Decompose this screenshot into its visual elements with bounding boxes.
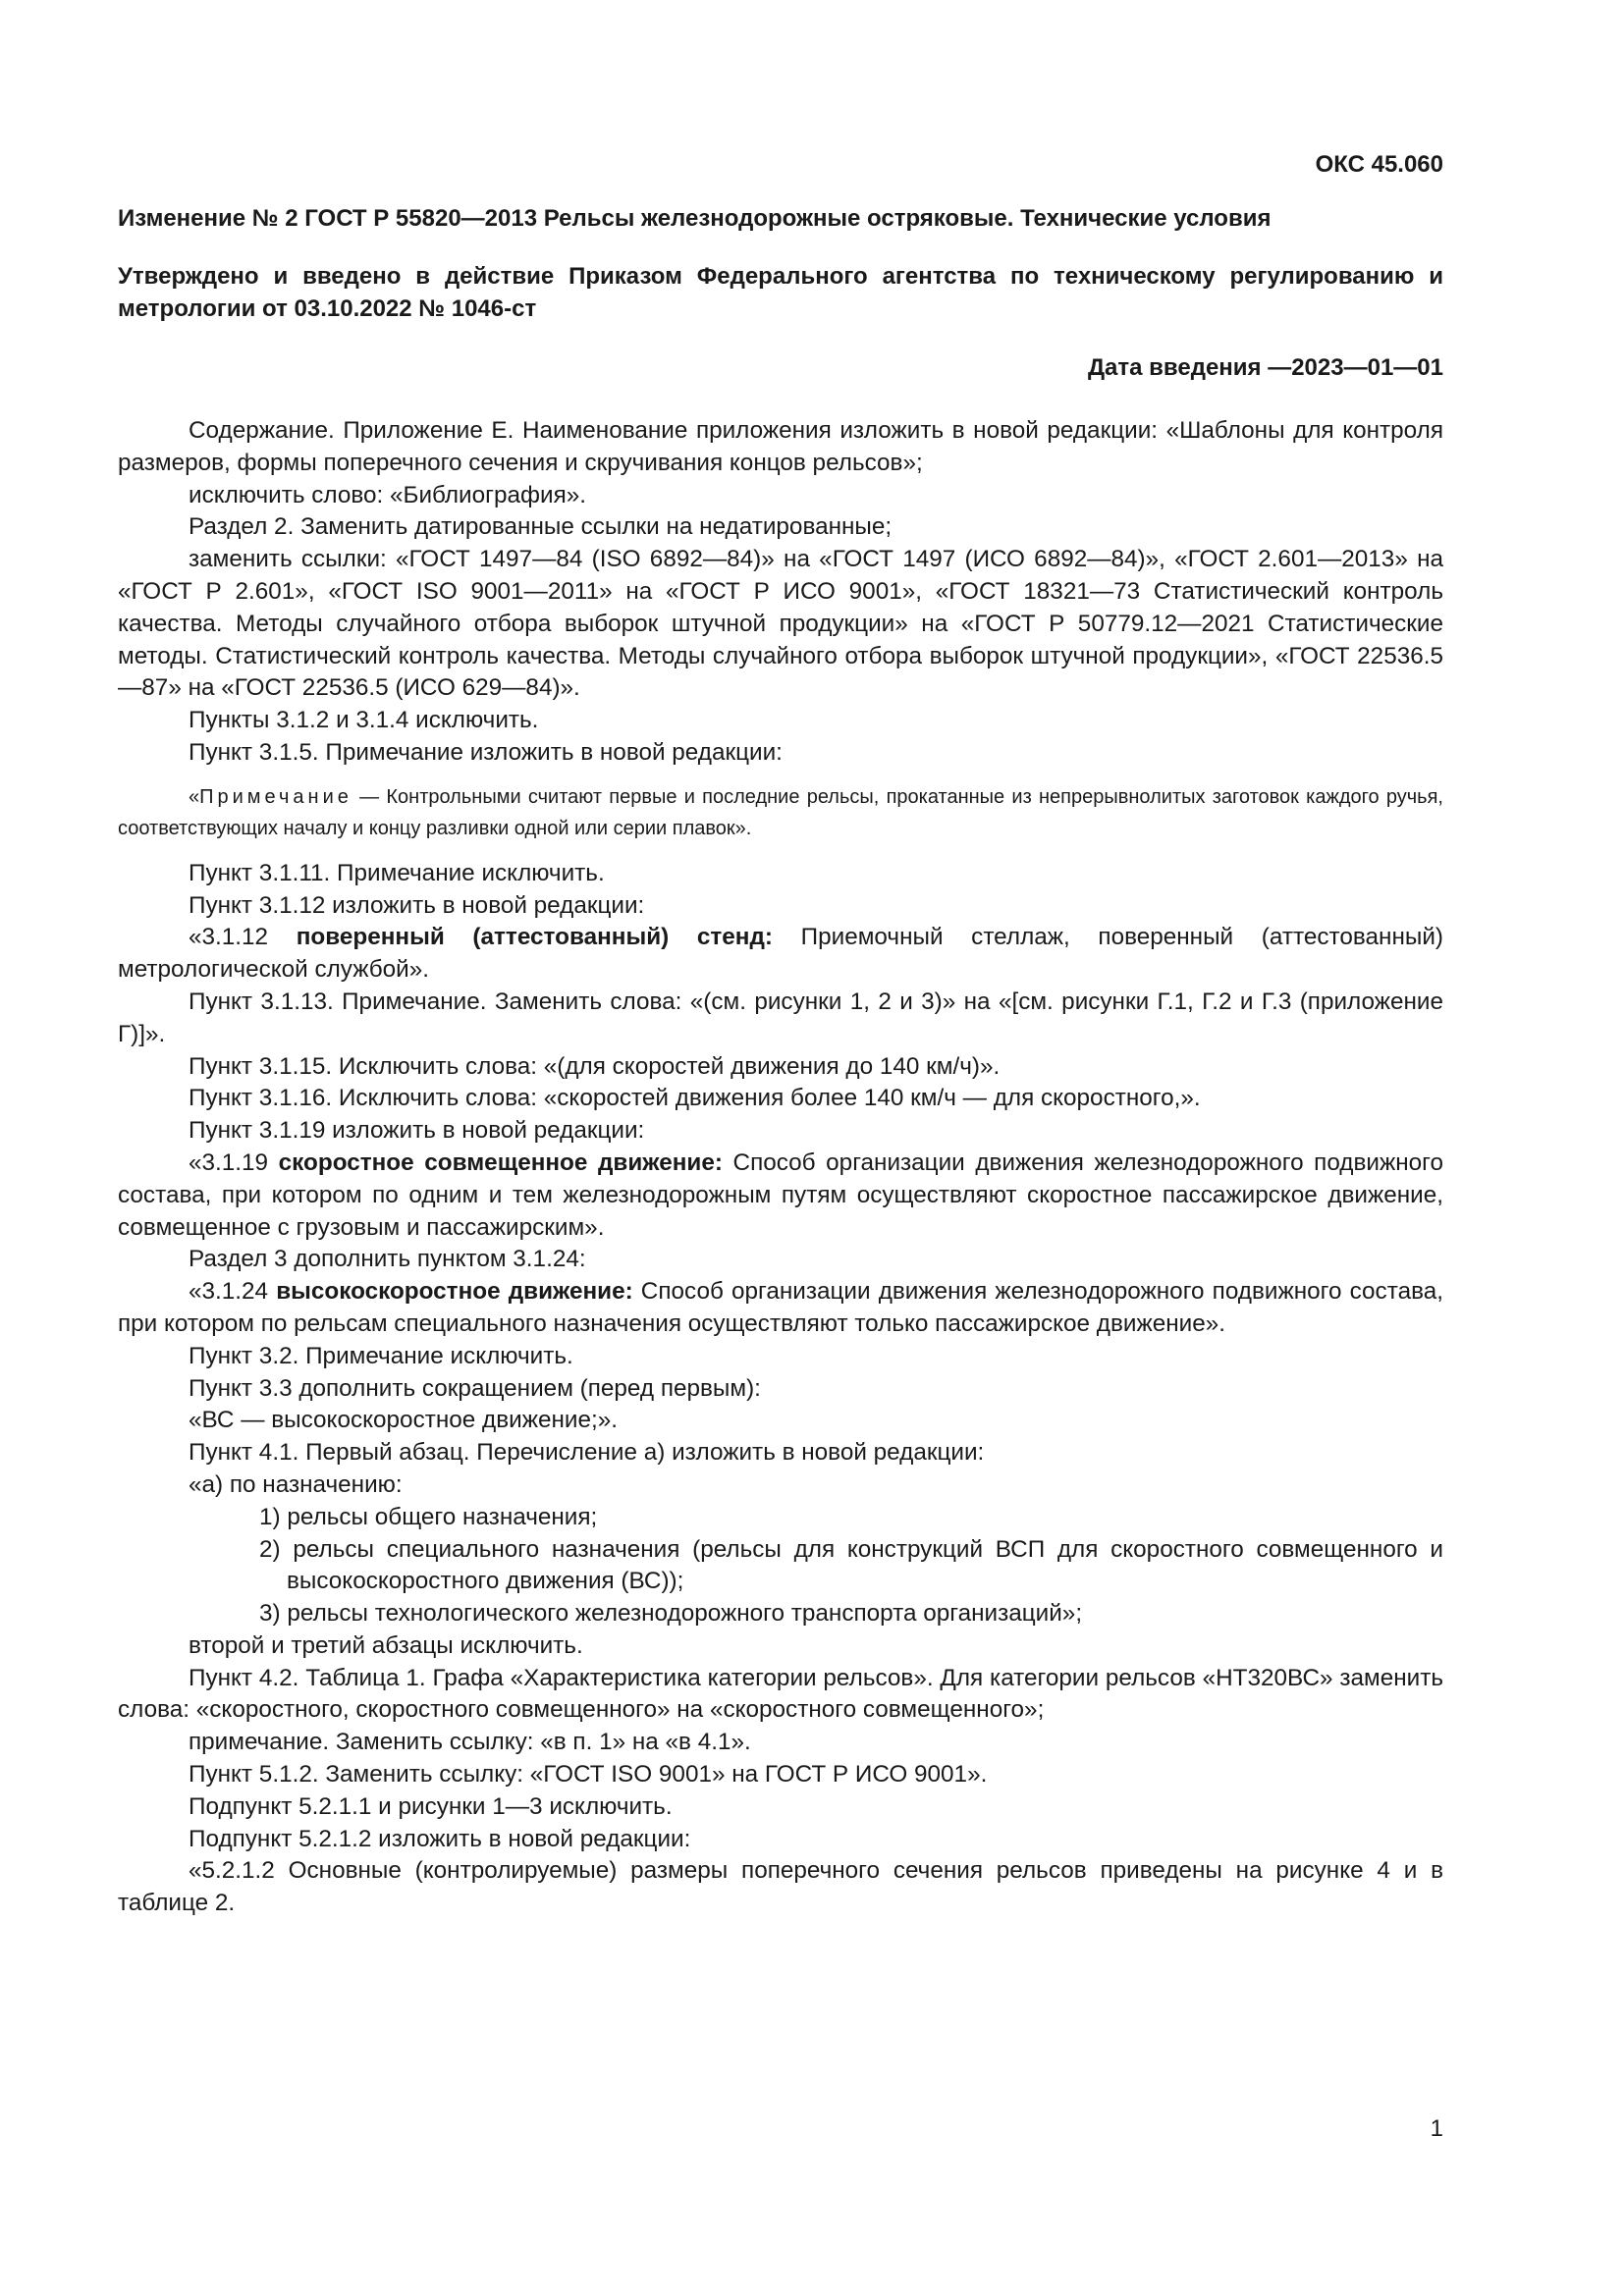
definition-paragraph	[118, 922, 1443, 987]
defined-term: скоростное совмещенное движение:	[278, 1148, 723, 1176]
definition-paragraph	[118, 1276, 1443, 1341]
paragraph: Раздел 3 дополнить пунктом 3.1.24:	[189, 1246, 586, 1273]
amendment-body	[118, 415, 1443, 1920]
note-open-quote: «	[189, 785, 200, 808]
list-item: 1) рельсы общего назначения;	[259, 1503, 598, 1530]
paragraph: Пункт 3.1.15. Исключить слова: «(для скоростей движения до 140 км/ч)».	[189, 1052, 1001, 1080]
definition-text: Способ организации движения железнодорожного подвижного состава, при котором по рельсам специального назначения осуществляют только пассажирское движение».	[118, 1278, 1443, 1337]
paragraph: Пункт 4.1. Первый абзац. Перечисление а) изложить в новой редакции:	[189, 1439, 985, 1467]
paragraph: «ВС — высокоскоростное движение;».	[189, 1407, 618, 1434]
paragraph: Пункт 4.2. Таблица 1. Графа «Характеристика категории рельсов». Для категории рельсов «НТ320ВС» заменить слова: «скоростного, скоростного совмещенного» на «скоростного совмещенного»;	[118, 1664, 1443, 1724]
note-text: — Контрольными считают первые и последние рельсы, прокатанные из непрерывнолитых заготовок каждого ручья, соответствующих началу и концу разливки одной или серии плавок».	[118, 785, 1443, 839]
note-label: Примечание	[199, 785, 352, 808]
paragraph: исключить слово: «Библиография».	[189, 481, 587, 508]
definition-text: Способ организации движения железнодорожного подвижного состава, при котором по одним и тем железнодорожным путям осуществляют скоростное пассажирское движение, совмещенное с грузовым и пассажирским».	[118, 1148, 1443, 1241]
paragraph: Пункт 3.1.11. Примечание исключить.	[189, 859, 605, 886]
defined-term: поверенный (аттестованный) стенд:	[296, 924, 773, 951]
paragraph: Раздел 2. Заменить датированные ссылки на недатированные;	[189, 513, 893, 541]
paragraph: Пункт 3.3 дополнить сокращением (перед первым):	[189, 1374, 761, 1402]
paragraph: заменить ссылки: «ГОСТ 1497—84 (ISO 6892—84)» на «ГОСТ 1497 (ИСО 6892—84)», «ГОСТ 2.601—2013» на «ГОСТ Р 2.601», «ГОСТ ISO 9001—2011» на «ГОСТ Р ИСО 9001», «ГОСТ 18321—73 Статистический контроль качества. Методы случайного отбора выборок штучной продукции» на «ГОСТ Р 50779.12—2021 Статистические методы. Статистический контроль качества. Методы случайного отбора выборок штучной продукции», «ГОСТ 22536.5—87» на «ГОСТ 22536.5 (ИСО 629—84)».	[118, 546, 1443, 702]
paragraph: примечание. Заменить ссылку: «в п. 1» на «в 4.1».	[189, 1729, 751, 1756]
paragraph: Пункты 3.1.2 и 3.1.4 исключить.	[189, 707, 539, 734]
note-paragraph	[118, 781, 1443, 844]
paragraph: Пункт 3.1.16. Исключить слова: «скоростей движения более 140 км/ч — для скоростного,».	[189, 1085, 1201, 1112]
paragraph: Пункт 3.1.5. Примечание изложить в новой редакции:	[189, 738, 783, 766]
list-header: «а) по назначению:	[189, 1470, 403, 1498]
paragraph: Пункт 3.1.12 изложить в новой редакции:	[189, 891, 645, 919]
amendment-title: Изменение № 2 ГОСТ Р 55820—2013 Рельсы железнодорожные остряковые. Технические условия	[118, 205, 1272, 232]
paragraph: «5.2.1.2 Основные (контролируемые) размеры поперечного сечения рельсов приведены на рисунке 4 и в таблице 2.	[118, 1857, 1443, 1917]
clause-number: «3.1.19	[189, 1148, 279, 1176]
clause-number: «3.1.24	[189, 1278, 277, 1306]
oks-code: ОКС 45.060	[1315, 151, 1443, 178]
paragraph: Пункт 3.1.19 изложить в новой редакции:	[189, 1117, 645, 1145]
defined-term: высокоскоростное движение:	[276, 1278, 633, 1306]
page-content	[118, 147, 1443, 1920]
approval-statement: Утверждено и введено в действие Приказом Федерального агентства по техническому регулированию и метрологии от 03.10.2022 № 1046-ст	[118, 263, 1443, 322]
list-item: 2) рельсы специального назначения (рельсы для конструкций ВСП для скоростного совмещенного и высокоскоростного движения (ВС));	[259, 1535, 1443, 1595]
paragraph: Пункт 5.1.2. Заменить ссылку: «ГОСТ ISO 9001» на ГОСТ Р ИСО 9001».	[189, 1761, 988, 1789]
paragraph: Пункт 3.1.13. Примечание. Заменить слова: «(см. рисунки 1, 2 и 3)» на «[см. рисунки Г.1, Г.2 и Г.3 (приложение Г)]».	[118, 988, 1443, 1047]
effective-date: Дата введения —2023—01—01	[1087, 354, 1443, 381]
list-item: 3) рельсы технологического железнодорожного транспорта организаций»;	[259, 1600, 1083, 1628]
definition-paragraph	[118, 1148, 1443, 1244]
paragraph: Подпункт 5.2.1.1 и рисунки 1—3 исключить.	[189, 1792, 673, 1820]
page-number: 1	[1430, 2115, 1443, 2142]
clause-number: «3.1.12	[189, 924, 297, 951]
paragraph: второй и третий абзацы исключить.	[189, 1631, 583, 1659]
paragraph: Подпункт 5.2.1.2 изложить в новой редакции:	[189, 1825, 691, 1852]
paragraph: Пункт 3.2. Примечание исключить.	[189, 1342, 573, 1369]
definition-text: Приемочный стеллаж, поверенный (аттестованный) метрологической службой».	[118, 924, 1443, 984]
paragraph: Содержание. Приложение Е. Наименование приложения изложить в новой редакции: «Шаблоны для контроля размеров, формы поперечного сечения и скручивания концов рельсов»;	[118, 417, 1443, 476]
